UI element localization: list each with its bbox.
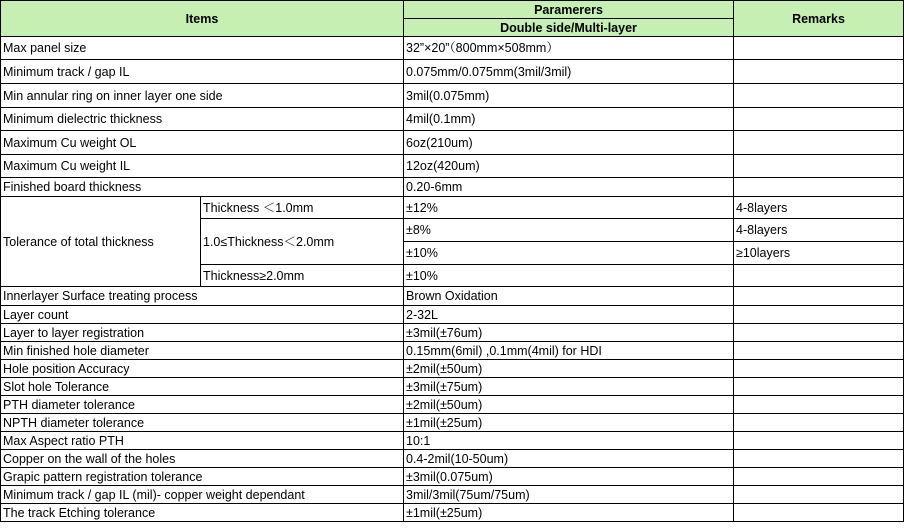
tolerance-label: Tolerance of total thickness: [1, 197, 201, 287]
value-cell: ±3mil(±76um): [404, 324, 734, 342]
value-cell: 0.075mm/0.075mm(3mil/3mil): [404, 60, 734, 84]
remark-cell: [734, 37, 904, 60]
item-cell: Minimum dielectric thickness: [1, 108, 404, 131]
value-cell: 0.20-6mm: [404, 178, 734, 197]
remarks-header: Remarks: [734, 1, 904, 37]
value-cell: 3mil/3mil(75um/75um): [404, 486, 734, 504]
remark-cell: [734, 414, 904, 432]
remark-cell: [734, 287, 904, 306]
table-row: [1, 60, 904, 84]
table-row: [1, 414, 904, 432]
table-row: [1, 378, 904, 396]
tolerance-sub-label: Thickness ＜1.0mm: [201, 197, 404, 219]
remark-cell: [734, 155, 904, 178]
item-cell: Innerlayer Surface treating process: [1, 287, 404, 306]
value-cell: ±8%: [404, 219, 734, 242]
value-cell: 4mil(0.1mm): [404, 108, 734, 131]
value-cell: ±2mil(±50um): [404, 360, 734, 378]
remark-cell: [734, 360, 904, 378]
tolerance-row: [1, 197, 904, 219]
value-cell: 3mil(0.075mm): [404, 84, 734, 108]
item-cell: Slot hole Tolerance: [1, 378, 404, 396]
item-cell: Layer to layer registration: [1, 324, 404, 342]
table-row: [1, 306, 904, 324]
value-cell: ±12%: [404, 197, 734, 219]
value-cell: 6oz(210um): [404, 131, 734, 155]
value-cell: Brown Oxidation: [404, 287, 734, 306]
table-row: [1, 342, 904, 360]
table-row: [1, 486, 904, 504]
remark-cell: [734, 450, 904, 468]
item-cell: Minimum track / gap IL (mil)- copper weight dependant: [1, 486, 404, 504]
table-row: [1, 131, 904, 155]
value-cell: ±10%: [404, 242, 734, 265]
item-cell: Min finished hole diameter: [1, 342, 404, 360]
item-cell: Grapic pattern registration tolerance: [1, 468, 404, 486]
remark-cell: [734, 131, 904, 155]
table-row: [1, 287, 904, 306]
value-cell: ±10%: [404, 265, 734, 287]
remark-cell: [734, 265, 904, 287]
table-row: [1, 178, 904, 197]
item-cell: Finished board thickness: [1, 178, 404, 197]
table-row: [1, 396, 904, 414]
remark-cell: ≥10layers: [734, 242, 904, 265]
table-row: [1, 37, 904, 60]
remark-cell: [734, 60, 904, 84]
table-row: [1, 450, 904, 468]
value-cell: 0.15mm(6mil) ,0.1mm(4mil) for HDI: [404, 342, 734, 360]
remark-cell: [734, 342, 904, 360]
item-cell: Maximum Cu weight IL: [1, 155, 404, 178]
item-cell: Max panel size: [1, 37, 404, 60]
table-row: [1, 155, 904, 178]
value-cell: 2-32L: [404, 306, 734, 324]
table-row: [1, 360, 904, 378]
remark-cell: [734, 486, 904, 504]
value-cell: ±2mil(±50um): [404, 396, 734, 414]
parameters-header: Paramerers: [404, 1, 734, 19]
item-cell: Min annular ring on inner layer one side: [1, 84, 404, 108]
remark-cell: [734, 306, 904, 324]
table-row: [1, 468, 904, 486]
item-cell: Copper on the wall of the holes: [1, 450, 404, 468]
tolerance-sub-label: Thickness≥2.0mm: [201, 265, 404, 287]
tolerance-sub-label: 1.0≤Thickness＜2.0mm: [201, 219, 404, 265]
value-cell: ±3mil(0.075um): [404, 468, 734, 486]
remark-cell: [734, 108, 904, 131]
item-cell: The track Etching tolerance: [1, 504, 404, 522]
remark-cell: [734, 84, 904, 108]
remark-cell: 4-8layers: [734, 197, 904, 219]
remark-cell: [734, 324, 904, 342]
remark-cell: [734, 432, 904, 450]
value-cell: ±1mil(±25um): [404, 414, 734, 432]
table-row: [1, 324, 904, 342]
items-header: Items: [1, 1, 404, 37]
value-cell: 0.4-2mil(10-50um): [404, 450, 734, 468]
item-cell: NPTH diameter tolerance: [1, 414, 404, 432]
remark-cell: 4-8layers: [734, 219, 904, 242]
remark-cell: [734, 468, 904, 486]
table-row: [1, 432, 904, 450]
value-cell: ±3mil(±75um): [404, 378, 734, 396]
item-cell: Minimum track / gap IL: [1, 60, 404, 84]
remark-cell: [734, 504, 904, 522]
double-side-subheader: Double side/Multi-layer: [404, 19, 734, 37]
table-row: [1, 504, 904, 522]
item-cell: Maximum Cu weight OL: [1, 131, 404, 155]
item-cell: Hole position Accuracy: [1, 360, 404, 378]
item-cell: PTH diameter tolerance: [1, 396, 404, 414]
table-row: [1, 84, 904, 108]
remark-cell: [734, 378, 904, 396]
remark-cell: [734, 396, 904, 414]
table-row: [1, 108, 904, 131]
value-cell: 12oz(420um): [404, 155, 734, 178]
item-cell: Max Aspect ratio PTH: [1, 432, 404, 450]
value-cell: ±1mil(±25um): [404, 504, 734, 522]
remark-cell: [734, 178, 904, 197]
value-cell: 10:1: [404, 432, 734, 450]
item-cell: Layer count: [1, 306, 404, 324]
value-cell: 32”×20”（800mm×508mm）: [404, 37, 734, 60]
